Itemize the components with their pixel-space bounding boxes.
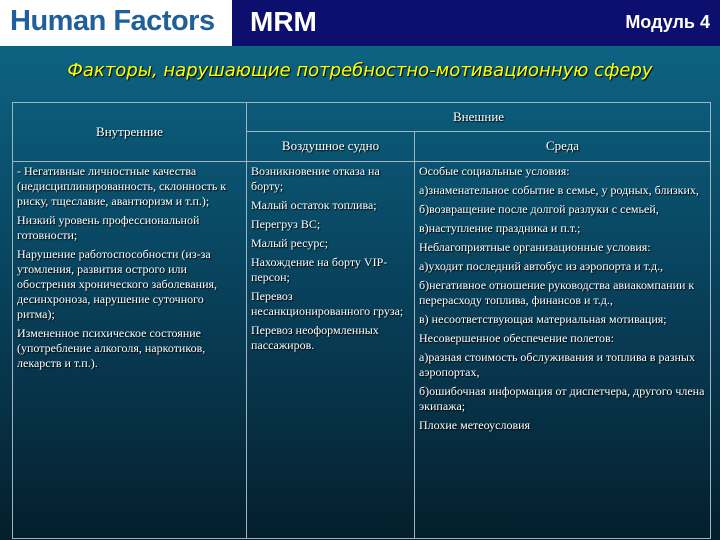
environment-factor-item: б)негативное отношение руководства авиакомпании к перерасходу топлива, финансов и т.д.,	[419, 278, 695, 307]
brand-logo: Human Factors	[10, 5, 215, 37]
environment-factor-item: б)ошибочная информация от диспетчера, другого члена экипажа;	[419, 384, 705, 413]
environment-factor-item: в) несоответствующая материальная мотивация;	[419, 312, 667, 326]
environment-factor-item: Неблагоприятные организационные условия:	[419, 240, 651, 254]
aircraft-factor-item: Малый остаток топлива;	[251, 198, 377, 212]
slide-title: Факторы, нарушающие потребностно-мотивационную сферу	[67, 60, 653, 81]
environment-factor-item: а)разная стоимость обслуживания и топлива в разных аэропортах,	[419, 350, 695, 379]
aircraft-factor-item: Перегруз ВС;	[251, 217, 321, 231]
header-bar	[0, 0, 720, 46]
environment-factors-cell	[415, 162, 711, 539]
aircraft-factors-cell	[247, 162, 415, 539]
table-header-row	[13, 103, 711, 132]
internal-factor-item: Нарушение работоспособности (из-за утомления, развития острого или обострения хронического заболевания, десинхроноза, нарушение суточного ритма);	[17, 247, 218, 321]
aircraft-factor-item: Нахождение на борту VIP-персон;	[251, 255, 388, 284]
external-header: Внешние	[247, 103, 711, 132]
environment-factor-item: а)знаменательное событие в семье, у родных, близких,	[419, 183, 699, 197]
internal-factor-item: Низкий уровень профессиональной готовности;	[17, 213, 200, 242]
environment-factor-item: Несовершенное обеспечение полетов:	[419, 331, 614, 345]
aircraft-header: Воздушное судно	[247, 132, 415, 162]
environment-factor-item: б)возвращение после долгой разлуки с семьей,	[419, 202, 659, 216]
environment-factor-item: а)уходит последний автобус из аэропорта и т.д.,	[419, 259, 664, 273]
internal-factor-item: Измененное психическое состояние (употребление алкоголя, наркотиков, лекарств и т.п.).	[17, 326, 206, 370]
environment-factor-item: Плохие метеоусловия	[419, 418, 531, 432]
aircraft-factor-item: Перевоз неоформленных пассажиров.	[251, 323, 379, 352]
aircraft-factor-item: Возникновение отказа на борту;	[251, 164, 380, 193]
aircraft-factor-item: Малый ресурс;	[251, 236, 329, 250]
module-label: Модуль 4	[625, 12, 710, 32]
program-label: MRM	[250, 6, 317, 37]
factors-table	[12, 102, 711, 539]
environment-header: Среда	[415, 132, 711, 162]
table-row	[13, 162, 711, 539]
aircraft-factor-item: Перевоз несанкционированного груза;	[251, 289, 404, 318]
internal-factor-item: - Негативные личностные качества (недисциплинированность, склонность к риску, тщеславие, авантюризм и т.п.);	[17, 164, 227, 208]
internal-factors-cell	[13, 162, 247, 539]
brand-logo-box	[0, 0, 232, 46]
environment-factor-item: Особые социальные условия:	[419, 164, 570, 178]
environment-factor-item: в)наступление праздника и п.т.;	[419, 221, 581, 235]
internal-header: Внутренние	[13, 103, 247, 162]
